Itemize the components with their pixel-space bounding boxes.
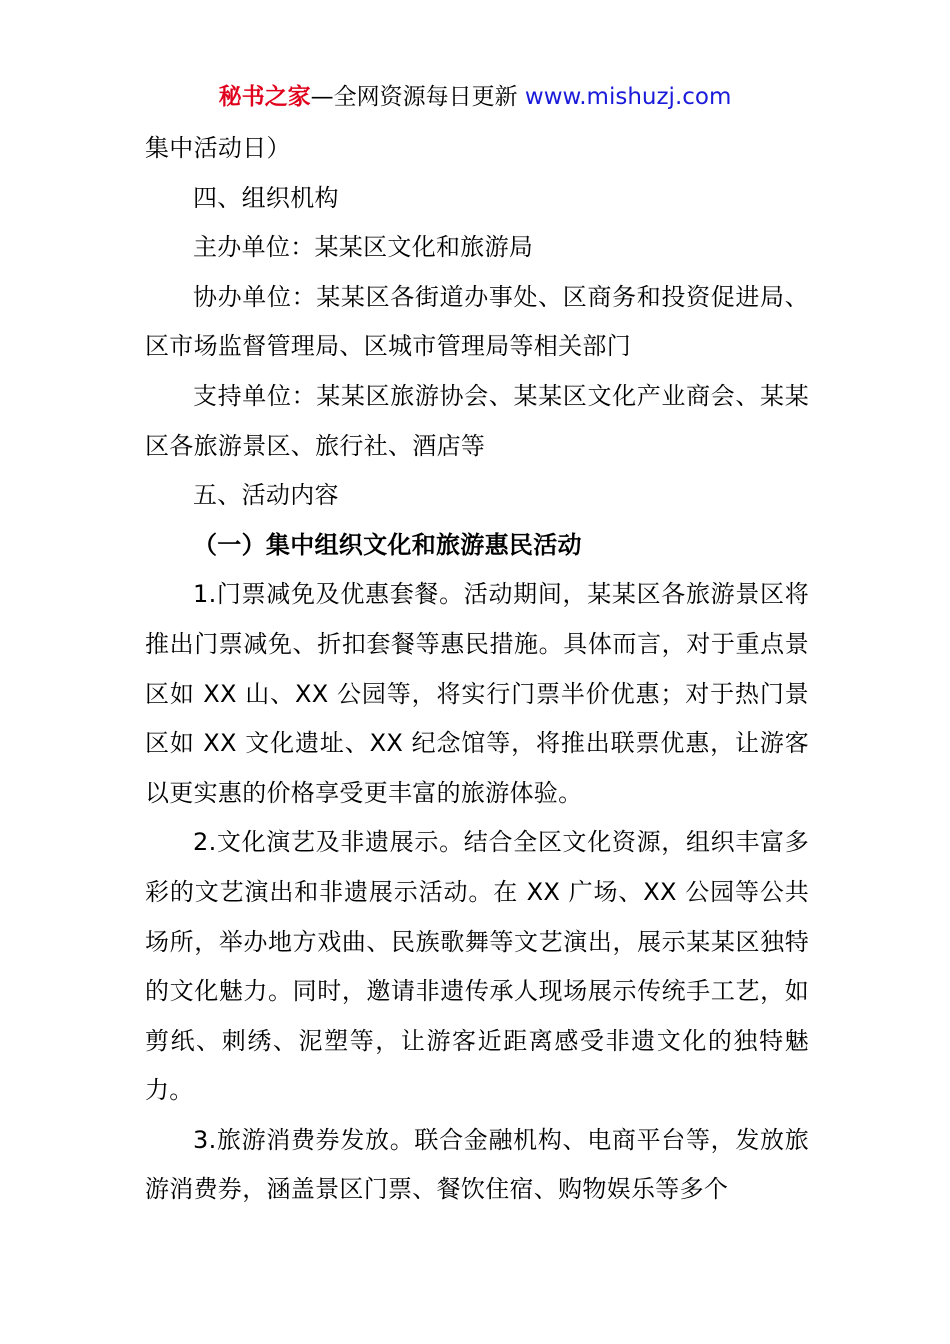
- site-tagline: —全网资源每日更新: [310, 84, 518, 110]
- site-header: [0, 80, 950, 114]
- paragraph-item-1: 1.门票减免及优惠套餐。活动期间，某某区各旅游景区将推出门票减免、折扣套餐等惠民措施。具体而言，对于重点景区如 XX 山、XX 公园等，将实行门票半价优惠；对于热门景区如 XX 文化遗址、XX 纪念馆等，将推出联票优惠，让游客以更实惠的价格享受更丰富的旅游体验。: [145, 580, 809, 807]
- paragraph-support-units: 支持单位：某某区旅游协会、某某区文化产业商会、某某区各旅游景区、旅行社、酒店等: [145, 381, 809, 460]
- site-url-link[interactable]: www.mishuzj.com: [524, 84, 732, 110]
- document-body: [145, 124, 809, 1215]
- paragraph-item-2: 2.文化演艺及非遗展示。结合全区文化资源，组织丰富多彩的文艺演出和非遗展示活动。在 XX 广场、XX 公园等公共场所，举办地方戏曲、民族歌舞等文艺演出，展示某某区独特的文化魅力。同时，邀请非遗传承人现场展示传统手工艺，如剪纸、刺绣、泥塑等，让游客近距离感受非遗文化的独特魅力。: [145, 828, 809, 1105]
- paragraph-item-3: 3.旅游消费券发放。联合金融机构、电商平台等，发放旅游消费券，涵盖景区门票、餐饮住宿、购物娱乐等多个: [145, 1125, 809, 1204]
- site-brand: 秘书之家: [218, 84, 311, 110]
- section-heading-organization: 四、组织机构: [193, 183, 339, 212]
- subheading-activity-1: （一）集中组织文化和旅游惠民活动: [193, 530, 582, 559]
- paragraph-co-host-units: 协办单位：某某区各街道办事处、区商务和投资促进局、区市场监督管理局、区城市管理局等相关部门: [145, 282, 809, 361]
- section-heading-activities: 五、活动内容: [193, 481, 339, 510]
- paragraph-host-unit: 主办单位：某某区文化和旅游局: [193, 233, 534, 262]
- paragraph-continued: 集中活动日）: [145, 134, 291, 162]
